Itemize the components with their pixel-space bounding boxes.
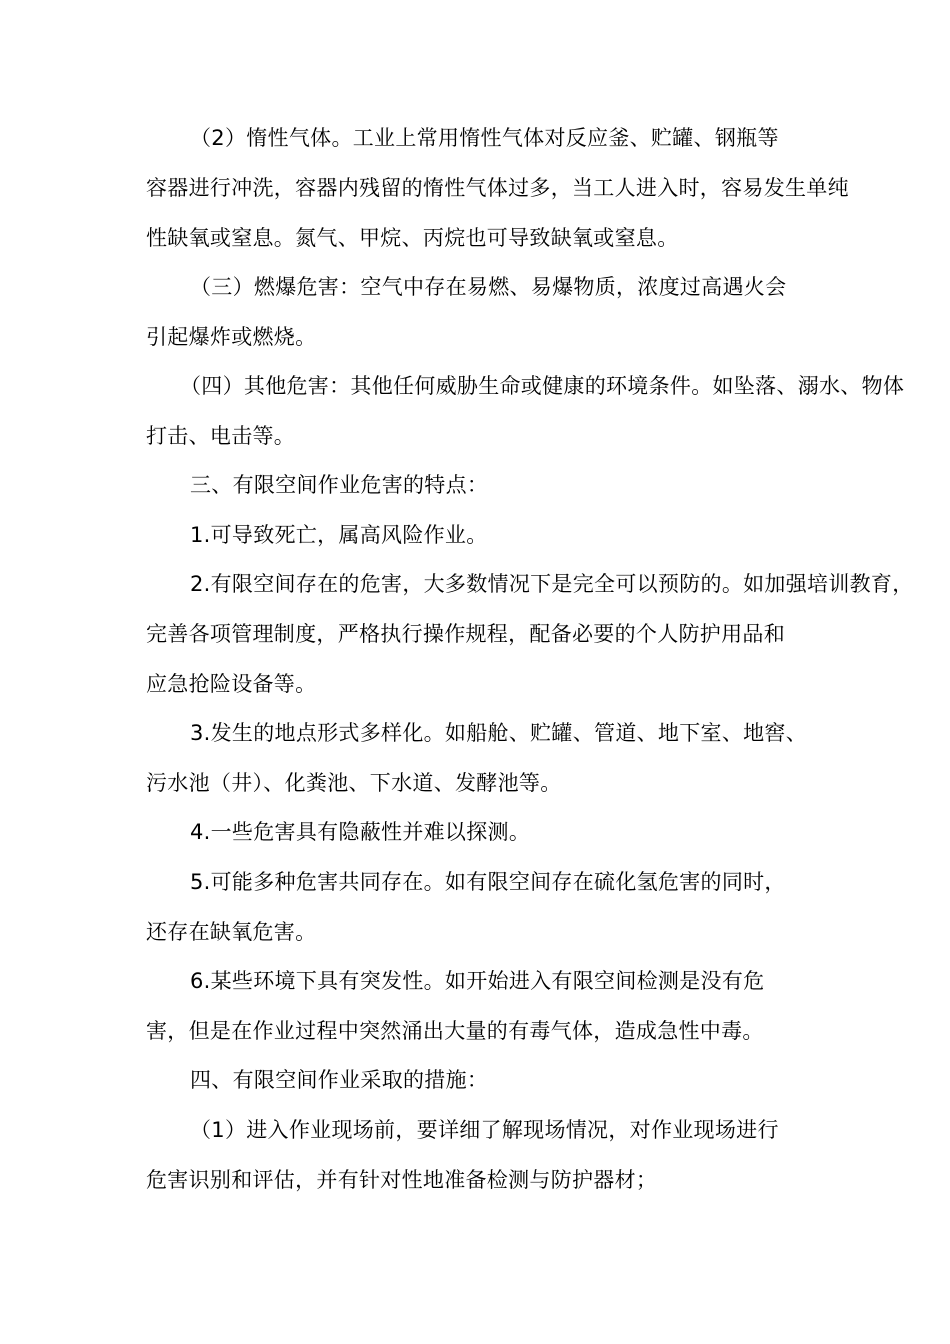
section-heading: 三、有限空间作业危害的特点：: [190, 473, 489, 497]
list-item: 1.可导致死亡，属高风险作业。: [190, 523, 488, 547]
paragraph-line: （2）惰性气体。工业上常用惰性气体对反应釜、贮罐、钢瓶等: [190, 126, 779, 150]
list-item: 6.某些环境下具有突发性。如开始进入有限空间检测是没有危: [190, 969, 765, 993]
section-heading: 四、有限空间作业采取的措施：: [190, 1068, 489, 1092]
list-item: 4.一些危害具有隐蔽性并难以探测。: [190, 820, 531, 844]
paragraph-line: 危害识别和评估，并有针对性地准备检测与防护器材；: [146, 1168, 658, 1192]
paragraph-line: 害，但是在作业过程中突然涌出大量的有毒气体，造成急性中毒。: [146, 1019, 764, 1043]
paragraph-line: 完善各项管理制度，严格执行操作规程，配备必要的个人防护用品和: [146, 622, 785, 646]
paragraph-line: 应急抢险设备等。: [146, 672, 317, 696]
paragraph-line: 打击、电击等。: [146, 424, 296, 448]
paragraph-line: 污水池（井）、化粪池、下水道、发酵池等。: [146, 771, 562, 795]
list-item: 3.发生的地点形式多样化。如船舱、贮罐、管道、地下室、地窖、: [190, 721, 808, 745]
paragraph-line: 容器进行冲洗，容器内残留的惰性气体过多，当工人进入时，容易发生单纯: [146, 176, 849, 200]
paragraph-line: 性缺氧或窒息。氮气、甲烷、丙烷也可导致缺氧或窒息。: [146, 226, 679, 250]
list-item: 5.可能多种危害共同存在。如有限空间存在硫化氢危害的同时，: [190, 870, 786, 894]
paragraph-line: （三）燃爆危害：空气中存在易燃、易爆物质，浓度过高遇火会: [190, 275, 787, 299]
paragraph-line: （四）其他危害：其他任何威胁生命或健康的环境条件。如坠落、溺水、物体: [180, 374, 905, 398]
list-item: （1）进入作业现场前，要详细了解现场情况，对作业现场进行: [190, 1118, 779, 1142]
paragraph-line: 引起爆炸或燃烧。: [146, 325, 317, 349]
paragraph-line: 还存在缺氧危害。: [146, 920, 317, 944]
list-item: 2.有限空间存在的危害，大多数情况下是完全可以预防的。如加强培训教育，: [190, 572, 914, 596]
